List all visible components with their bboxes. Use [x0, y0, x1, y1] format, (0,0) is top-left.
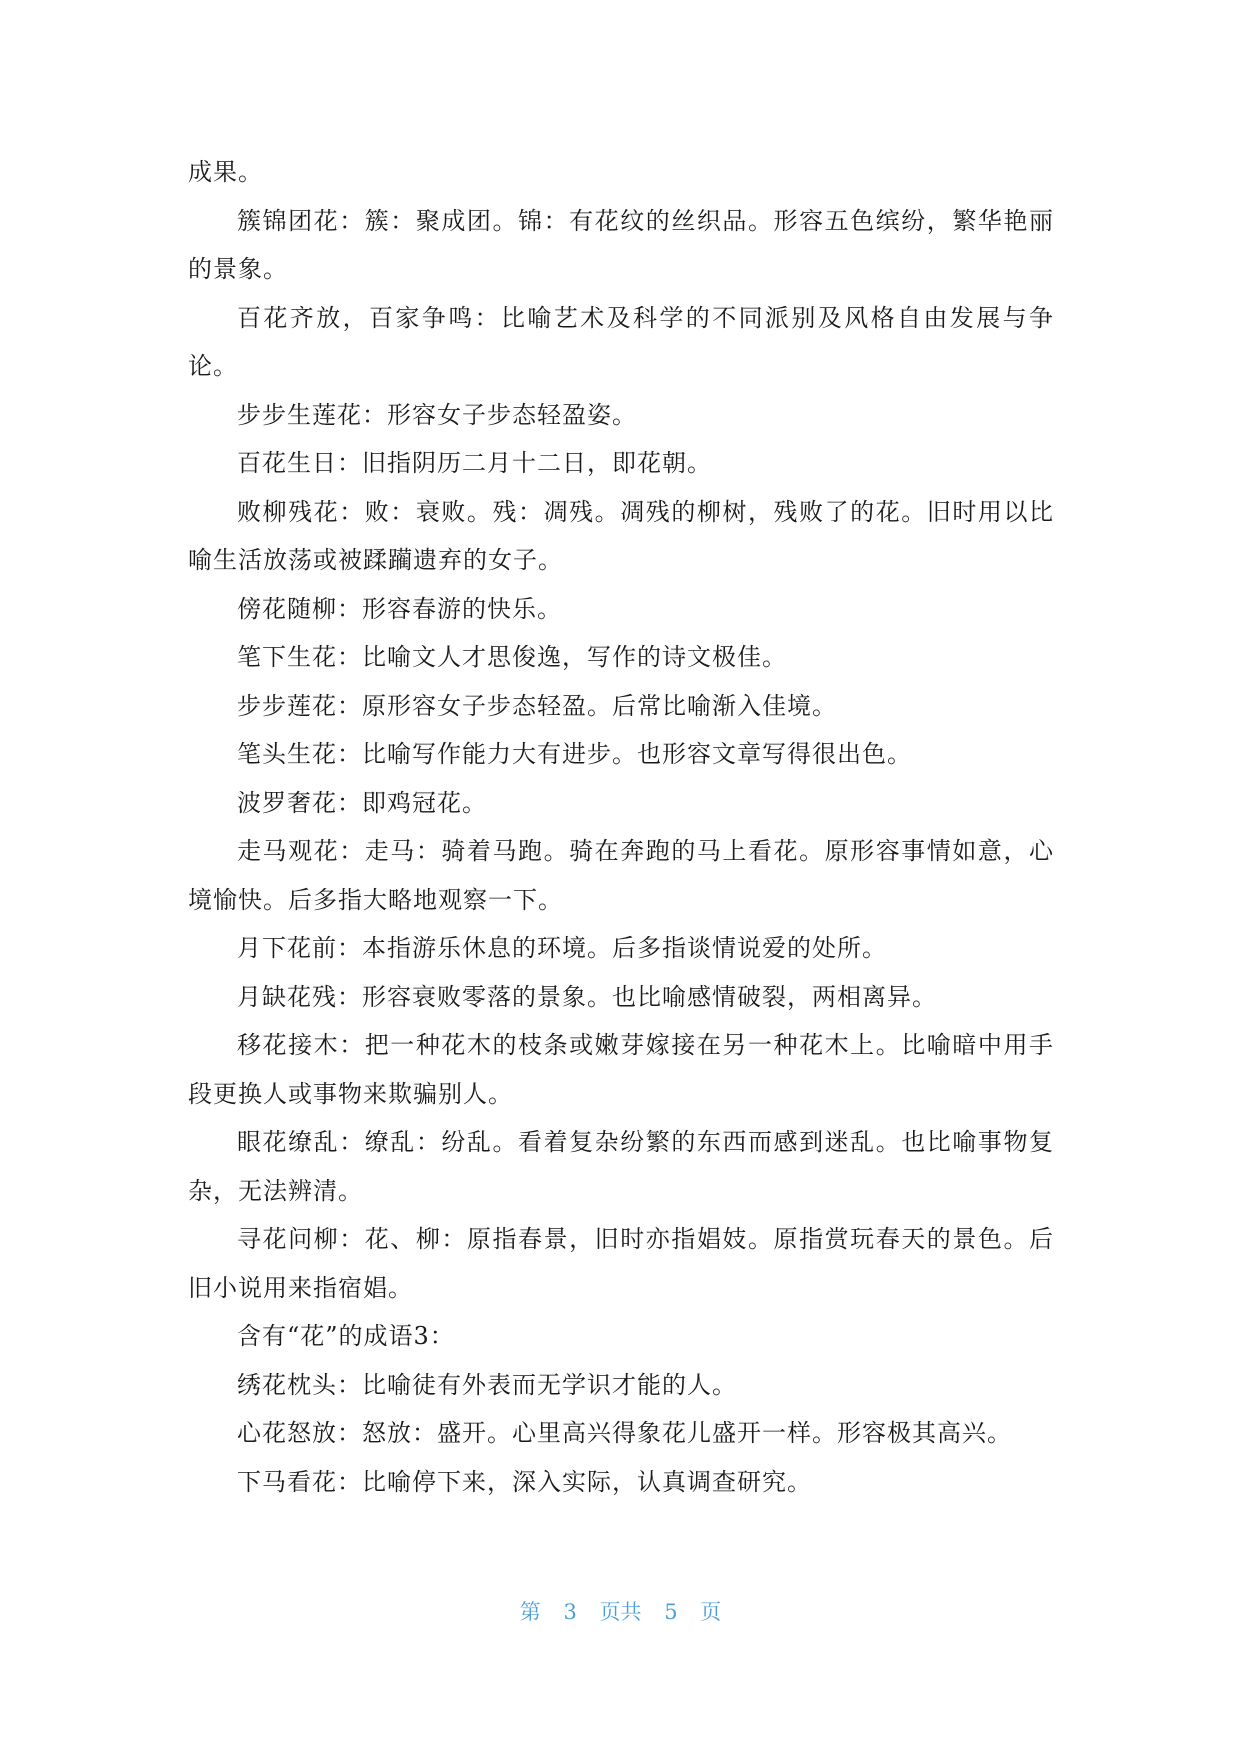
page-label: 第 — [519, 1600, 541, 1624]
paragraph-8: 步步莲花：原形容女子步态轻盈。后常比喻渐入佳境。 — [237, 691, 837, 720]
paragraph-15: 眼花缭乱：缭乱：纷乱。看着复杂纷繁的东西而感到迷乱。也比喻事物复杂，无法辨清。 — [188, 1128, 1054, 1205]
page-footer — [0, 1596, 1241, 1626]
paragraph-10: 波罗奢花：即鸡冠花。 — [237, 788, 487, 817]
paragraph-0: 成果。 — [188, 158, 263, 186]
section-heading: 含有“花”的成语3： — [237, 1322, 455, 1350]
paragraph-13: 月缺花残：形容衰败零落的景象。也比喻感情破裂，两相离异。 — [237, 982, 937, 1011]
paragraph-6: 傍花随柳：形容春游的快乐。 — [237, 594, 562, 623]
document-body — [188, 148, 1054, 1506]
total-pages-number: 5 — [664, 1600, 678, 1624]
paragraph-16: 寻花问柳：花、柳：原指春景，旧时亦指娼妓。原指赏玩春天的景色。后旧小说用来指宿娼。 — [188, 1225, 1054, 1302]
current-page-number: 3 — [563, 1600, 577, 1624]
paragraph-2: 百花齐放，百家争鸣：比喻艺术及科学的不同派别及风格自由发展与争论。 — [188, 303, 1054, 380]
paragraph-5: 败柳残花：败：衰败。残：凋残。凋残的柳树，残败了的花。旧时用以比喻生活放荡或被蹂躏遗弃的女子。 — [188, 497, 1054, 574]
paragraph-12: 月下花前：本指游乐休息的环境。后多指谈情说爱的处所。 — [237, 934, 887, 962]
page-total-label: 页共 — [599, 1600, 642, 1624]
paragraph-14: 移花接木：把一种花木的枝条或嫩芽嫁接在另一种花木上。比喻暗中用手段更换人或事物来欺骗别人。 — [188, 1031, 1054, 1108]
paragraph-7: 笔下生花：比喻文人才思俊逸，写作的诗文极佳。 — [237, 643, 787, 671]
page-end-label: 页 — [700, 1600, 722, 1624]
paragraph-3: 步步生莲花：形容女子步态轻盈姿。 — [237, 400, 637, 429]
paragraph-9: 笔头生花：比喻写作能力大有进步。也形容文章写得很出色。 — [237, 740, 912, 768]
paragraph-18: 绣花枕头：比喻徒有外表而无学识才能的人。 — [237, 1370, 737, 1399]
paragraph-19: 心花怒放：怒放：盛开。心里高兴得象花儿盛开一样。形容极其高兴。 — [237, 1419, 1012, 1447]
paragraph-1: 簇锦团花：簇：聚成团。锦：有花纹的丝织品。形容五色缤纷，繁华艳丽的景象。 — [188, 206, 1054, 283]
paragraph-11: 走马观花：走马：骑着马跑。骑在奔跑的马上看花。原形容事情如意，心境愉快。后多指大略地观察一下。 — [188, 837, 1054, 914]
paragraph-4: 百花生日：旧指阴历二月十二日，即花朝。 — [237, 449, 712, 477]
paragraph-20: 下马看花：比喻停下来，深入实际，认真调查研究。 — [237, 1467, 812, 1496]
